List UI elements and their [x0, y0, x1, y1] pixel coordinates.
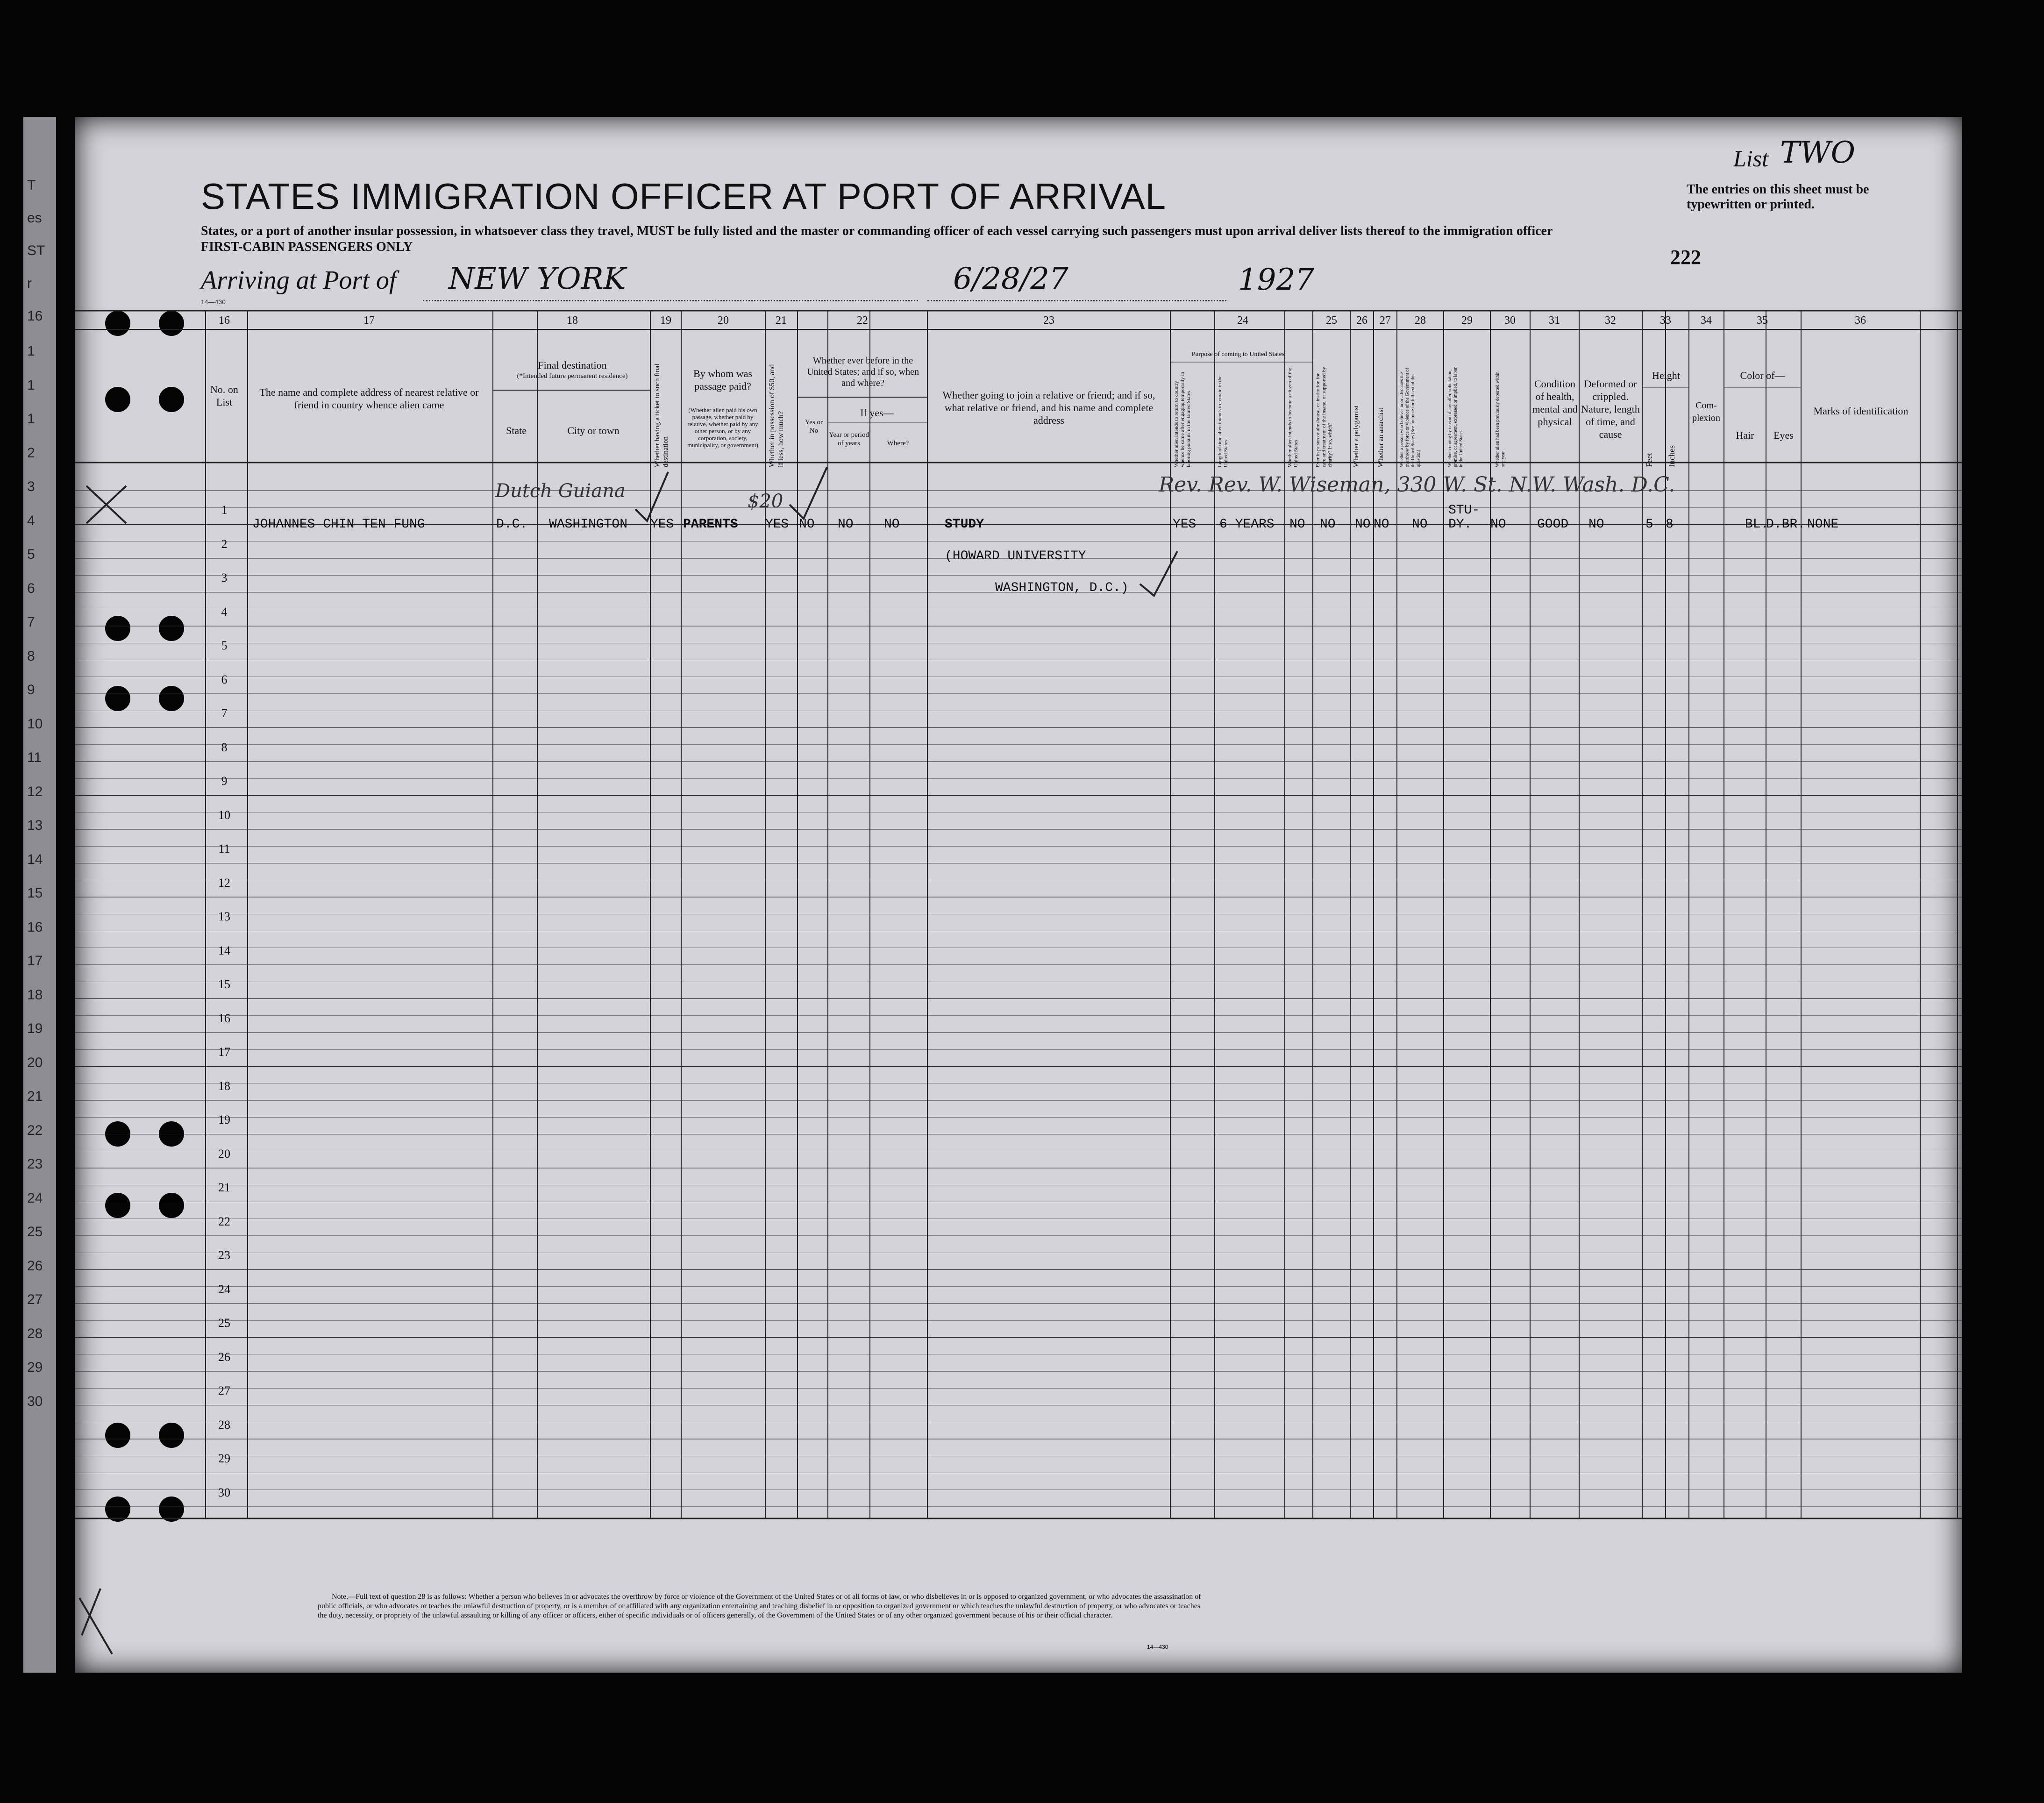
row-number: 28	[218, 1418, 230, 1432]
header-health: Condition of health, mental and physical	[1532, 378, 1578, 428]
strip-label: 5	[27, 547, 35, 562]
form-code: 14—430	[201, 298, 226, 306]
money-check-mark	[790, 467, 827, 519]
column-number: 23	[1043, 314, 1054, 327]
strip-label: 6	[27, 580, 35, 596]
strip-label: 29	[27, 1360, 43, 1375]
footnote-code: 14—430	[1147, 1644, 1168, 1650]
strip-label: 30	[27, 1393, 43, 1409]
strip-label: 28	[27, 1326, 43, 1341]
row-number: 26	[218, 1350, 230, 1364]
strip-label: 17	[27, 953, 43, 969]
column-number: 17	[363, 314, 375, 327]
header-yes-no: Yes or No	[805, 419, 823, 435]
list-value: TWO	[1780, 135, 1855, 170]
strip-label: 13	[27, 818, 43, 833]
strip-label: 1	[27, 411, 35, 427]
ticket-cell: YES	[650, 517, 674, 532]
strip-label: 10	[27, 716, 43, 732]
header-overthrow: Whether a person who believes in or advocates the overthrow by force or violence of the Government of the United States (See footnote for full text of this question)	[1399, 368, 1421, 467]
header-deported: Whether alien had been previously deported within one year	[1495, 371, 1506, 467]
health-cell: GOOD	[1537, 517, 1569, 532]
money-handwritten: $20	[748, 491, 783, 512]
column-number: 21	[776, 314, 787, 327]
joining-cell-3: WASHINGTON, D.C.)	[995, 581, 1129, 595]
strip-label: 24	[27, 1190, 43, 1206]
row-number: 9	[221, 774, 228, 788]
header-purpose: Purpose of coming to United States	[1191, 351, 1285, 358]
header-joining: Whether going to join a relative or friend; and if so, what relative or friend, and his name and complete address	[942, 389, 1155, 426]
column-number: 29	[1461, 314, 1473, 327]
prison-cell: NO	[1320, 517, 1336, 532]
header-paid-by: By whom was passage paid?	[693, 368, 752, 392]
column-number: 35	[1757, 314, 1768, 327]
column-number: 26	[1356, 314, 1367, 327]
row-number: 19	[218, 1113, 230, 1126]
x-mark-bottom	[79, 1589, 112, 1654]
relative-handwritten: Dutch Guiana	[495, 480, 626, 502]
header-hair: Hair	[1736, 429, 1754, 441]
strip-label: 16	[27, 919, 43, 935]
row-number: 18	[218, 1079, 230, 1093]
row-number: 3	[221, 571, 228, 584]
year-cell: NO	[838, 517, 854, 532]
row-number: 10	[218, 808, 230, 822]
header-prison: Ever in prison or almshouse, or institution for care and treatment of the insane, or supported by charity? If so, which?	[1315, 367, 1333, 467]
column-number: 31	[1549, 314, 1560, 327]
strip-label: 22	[27, 1122, 43, 1138]
paid-by-cell: PARENTS	[683, 517, 738, 532]
strip-label: 4	[27, 513, 35, 528]
length-cell: 6 YEARS	[1219, 517, 1275, 532]
column-number: 33	[1660, 314, 1671, 327]
column-number: 20	[718, 314, 729, 327]
header-paid-by-note: (Whether alien paid his own passage, whether paid by relative, whether paid by any other person, or by any corporation, society, municipality, or government)	[687, 406, 758, 449]
x-mark-top	[86, 486, 126, 523]
strip-label: 18	[27, 987, 43, 1003]
strip-label: 1	[27, 377, 35, 393]
header-state: State	[506, 425, 527, 436]
row-number: 29	[218, 1452, 230, 1465]
header-money: Whether in possession of $50, and if less, how much?	[768, 364, 785, 467]
header-if-yes: If yes—	[860, 407, 894, 419]
strip-label: 21	[27, 1089, 43, 1104]
ticket-check-mark	[635, 472, 668, 521]
inches-cell: 8	[1666, 517, 1674, 532]
strip-label: 20	[27, 1055, 43, 1070]
strip-label: 15	[27, 885, 43, 901]
citizen-cell: NO	[1289, 517, 1305, 532]
strip-label: r	[27, 276, 32, 291]
overthrow-cell: NO	[1412, 517, 1428, 532]
header-inches: Inches	[1667, 445, 1676, 467]
header-ticket: Whether having a ticket to such final destination	[654, 363, 669, 467]
header-marks: Marks of identification	[1813, 405, 1909, 417]
row-number: 25	[218, 1316, 230, 1330]
header-feet: Feet	[1645, 453, 1654, 467]
row-number: 16	[218, 1011, 230, 1025]
header-no-on-list: No. on List	[210, 384, 238, 408]
header-citizen: Whether alien intends to become a citizen of the United States	[1287, 368, 1299, 467]
row-number: 20	[218, 1147, 230, 1161]
header-where: Where?	[887, 440, 909, 447]
row-number: 22	[218, 1214, 230, 1228]
sheet-number: 222	[1670, 246, 1701, 269]
state-cell: D.C.	[496, 517, 528, 532]
column-number: 27	[1380, 314, 1391, 327]
joining-cell-1: STUDY	[945, 517, 984, 532]
column-number: 30	[1504, 314, 1516, 327]
typewritten-note: The entries on this sheet must be typewritten or printed.	[1687, 182, 1869, 212]
deported-cell: NO	[1490, 517, 1506, 532]
port-value: NEW YORK	[449, 262, 626, 296]
deformed-cell: NO	[1588, 517, 1604, 532]
header-complexion: Com-plexion	[1692, 400, 1720, 423]
header-length: Length of time alien intends to remain in the United States	[1217, 375, 1229, 467]
strip-label: 12	[27, 784, 43, 799]
row-number: 1	[221, 503, 228, 517]
column-number: 16	[219, 314, 230, 327]
hair-cell: BL.	[1745, 517, 1769, 532]
strip-label: ST	[27, 243, 45, 258]
row-number: 14	[218, 943, 230, 957]
anarchist-cell: NO	[1374, 517, 1389, 532]
page-title: STATES IMMIGRATION OFFICER AT PORT OF ARRIVAL	[201, 176, 1167, 217]
labor-cell-1: STU-	[1448, 503, 1480, 518]
column-number: 28	[1415, 314, 1426, 327]
header-final-destination: Final destination	[538, 359, 607, 371]
row-number: 12	[218, 876, 230, 890]
header-deformed: Deformed or crippled. Nature, length of time, and cause	[1581, 378, 1640, 440]
header-relative: The name and complete address of nearest relative or friend in country whence alien came	[259, 386, 479, 411]
row-number: 5	[221, 639, 228, 652]
strip-label: 16	[27, 308, 43, 324]
row-number: 7	[221, 706, 228, 720]
column-number: 22	[857, 314, 868, 327]
strip-label: 26	[27, 1258, 43, 1274]
strip-label: 3	[27, 479, 35, 494]
feet-cell: 5	[1645, 517, 1653, 532]
joining-check-mark	[1140, 551, 1177, 596]
joining-handwritten: Rev. Rev. W. Wiseman, 330 W. St. N.W. Wash. D.C.	[1159, 473, 1675, 497]
header-anarchist: Whether an anarchist	[1377, 407, 1385, 467]
strip-label: 27	[27, 1292, 43, 1307]
header-labor: Whether coming by reason of any offer, solicitation, promise, or agreement, expressed or implied, to labor in the United States	[1447, 367, 1464, 467]
strip-label: 2	[27, 445, 35, 461]
relative-cell: JOHANNES CHIN TEN FUNG	[252, 517, 425, 532]
row-number: 13	[218, 910, 230, 923]
column-number: 19	[660, 314, 671, 327]
row-number: 4	[221, 605, 228, 619]
money-cell: YES	[765, 517, 789, 532]
polygamist-cell: NO	[1355, 517, 1371, 532]
header-year-period: Year or period of years	[829, 431, 869, 447]
column-number: 36	[1855, 314, 1866, 327]
header-eyes: Eyes	[1773, 429, 1794, 441]
where-cell: NO	[884, 517, 900, 532]
strip-label: 11	[27, 750, 42, 765]
row-number: 2	[221, 537, 228, 551]
row-number: 27	[218, 1384, 230, 1397]
before-us-cell: NO	[799, 517, 815, 532]
strip-label: 23	[27, 1156, 43, 1172]
header-final-destination-note: (*Intended future permanent residence)	[517, 372, 628, 380]
strip-label: 14	[27, 851, 43, 867]
row-number: 6	[221, 672, 228, 686]
strip-label: 19	[27, 1021, 43, 1036]
row-number: 8	[221, 740, 228, 754]
strip-label: 9	[27, 682, 35, 698]
row-number: 24	[218, 1282, 230, 1296]
header-color: Color of—	[1740, 370, 1785, 381]
strip-label: 8	[27, 648, 35, 664]
subtitle-line-1: States, or a port of another insular possession, in whatsoever class they travel, MUST be fully listed and the master or commanding officer of each vessel carrying such passengers must upon arrival deliver lists thereof to the immigration officer	[201, 224, 1553, 238]
eyes-cell: D.BR.	[1766, 517, 1806, 532]
column-number: 24	[1237, 314, 1248, 327]
column-number: 34	[1701, 314, 1712, 327]
header-return: Whether alien intends to return to country whence he came after engaging temporarily in laboring pursuits in the United States	[1174, 371, 1191, 467]
header-polygamist: Whether a polygamist	[1353, 405, 1360, 467]
city-cell: WASHINGTON	[549, 517, 628, 532]
header-city: City or town	[567, 425, 620, 436]
marks-cell: NONE	[1807, 517, 1839, 532]
strip-label: es	[27, 210, 42, 226]
header-before-us: Whether ever before in the United States; and if so, when and where?	[807, 356, 919, 388]
column-number: 18	[567, 314, 578, 327]
joining-cell-2: (HOWARD UNIVERSITY	[945, 549, 1086, 563]
year-value: 1927	[1238, 263, 1314, 297]
return-cell: YES	[1173, 517, 1196, 532]
strip-label: 25	[27, 1224, 43, 1240]
column-number: 25	[1326, 314, 1337, 327]
header-height: Height	[1652, 370, 1680, 381]
row-number: 17	[218, 1045, 230, 1059]
strip-label: 7	[27, 614, 35, 630]
row-number: 23	[218, 1248, 230, 1262]
row-number: 21	[218, 1181, 230, 1194]
date-value: 6/28/27	[953, 262, 1068, 296]
strip-label: 1	[27, 343, 35, 359]
strip-label: T	[27, 178, 36, 193]
row-number: 30	[218, 1485, 230, 1499]
column-number: 32	[1605, 314, 1616, 327]
row-number: 15	[218, 977, 230, 991]
labor-cell-2: DY.	[1448, 517, 1472, 532]
list-label: List	[1733, 145, 1769, 171]
footnote: Note.—Full text of question 28 is as follows: Whether a person who believes in or advocates the overthrow by force or violence of the Government of the United States or of all forms of law, or who disbelieves in or is opposed to organized government, or who advocates the assassination of public officials, or who advocates or teaches the unlawful destruction of property, or is a member of or affiliated with any organization entertaining and teaching disbelief in or opposition to organized government or which teaches the unlawful destruction of property, or who advocates or teaches the duty, necessity, or propriety of the unlawful assaulting or killing of any officer or officers, either of specific individuals or of officers generally, of the Government of the United States or of any other organized government because of his or their official character.	[318, 1593, 1201, 1619]
subtitle-line-2: FIRST-CABIN PASSENGERS ONLY	[201, 240, 413, 254]
row-number: 11	[218, 842, 230, 855]
arriving-label: Arriving at Port of	[201, 266, 397, 295]
